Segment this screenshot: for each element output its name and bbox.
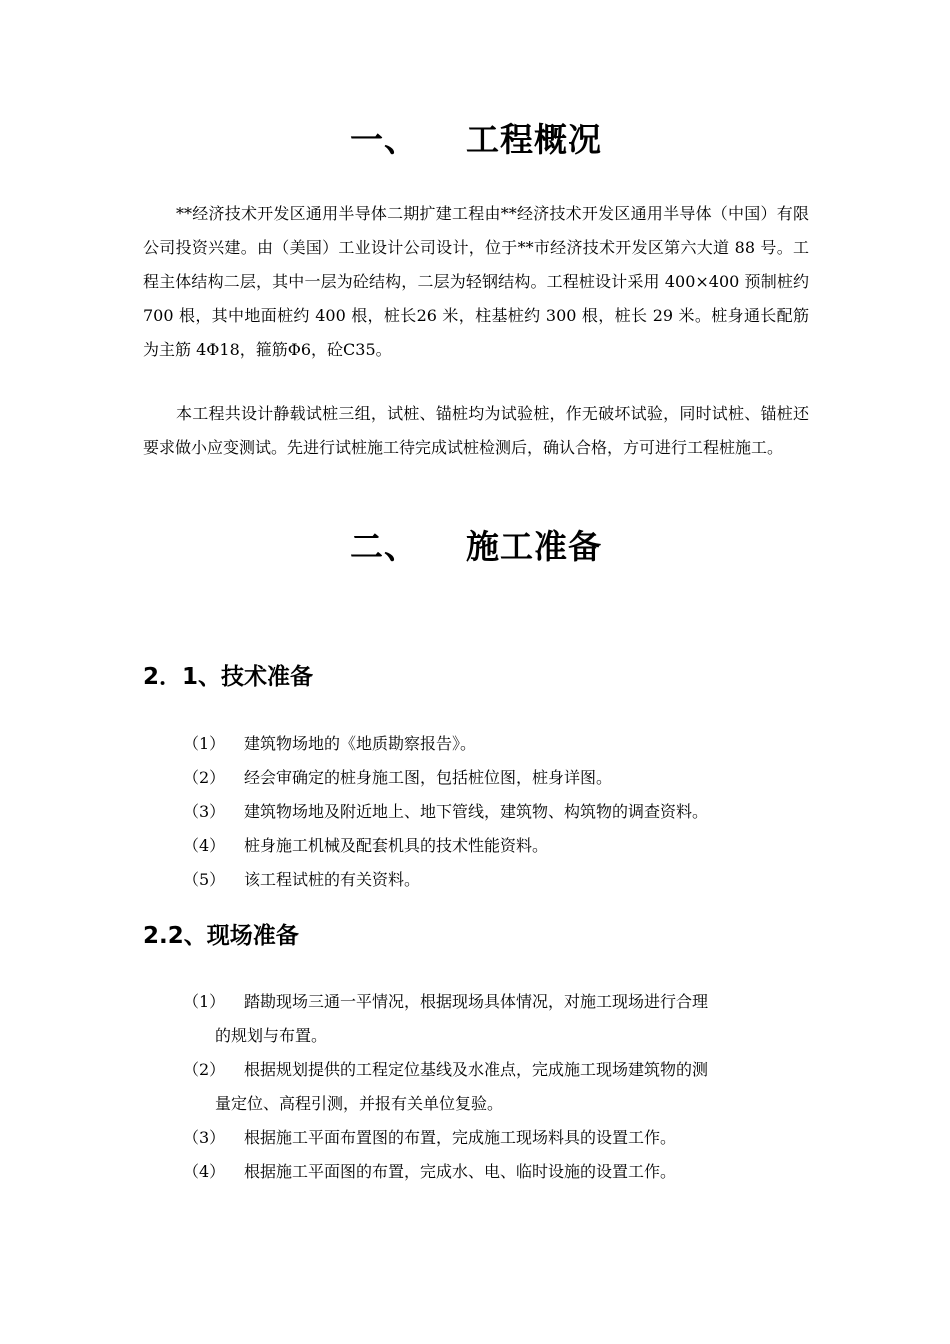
list-item-mark: （5） — [183, 870, 226, 889]
list-item-text: 根据规划提供的工程定位基线及水准点，完成施工现场建筑物的测 — [244, 1060, 709, 1079]
list-item-text: 经会审确定的桩身施工图，包括桩位图，桩身详图。 — [244, 768, 613, 787]
list-item-mark: （4） — [183, 836, 226, 855]
section1-paragraph-1: **经济技术开发区通用半导体二期扩建工程由**经济技术开发区通用半导体（中国）有限公司投资兴建。由（美国）工业设计公司设计，位于**市经济技术开发区第六大道 88 号。工程主体结构二层，其中一层为砼结构，二层为轻钢结构。工程桩设计采用 400×400 预制桩约 700 根，其中地面桩约 400 根，桩长26 米，柱基桩约 300 根，桩长 29 米。桩身通长配筋为主筋 4Φ18，箍筋Φ6，砼C35。 — [143, 204, 809, 359]
list-item-text-continued: 量定位、高程引测，并报有关单位复验。 — [215, 1094, 504, 1113]
list-item-text: 该工程试桩的有关资料。 — [244, 870, 421, 889]
list-item — [183, 1155, 809, 1189]
section1-heading — [143, 120, 809, 160]
list-item-text: 桩身施工机械及配套机具的技术性能资料。 — [244, 836, 549, 855]
section1-number: 一、 — [350, 120, 418, 159]
subsection-technical-prep-title: 2．1、技术准备 — [143, 664, 314, 690]
list-item — [183, 863, 809, 897]
list-item — [183, 985, 809, 1053]
list-item-mark: （1） — [183, 734, 226, 753]
list-item-mark: （3） — [183, 802, 226, 821]
section2-heading — [143, 527, 809, 567]
list-item-text: 建筑物场地的《地质勘察报告》。 — [244, 734, 477, 753]
list-item — [183, 795, 809, 829]
list-item-text-continued: 的规划与布置。 — [215, 1026, 328, 1045]
section2-number: 二、 — [350, 527, 418, 566]
list-item-text: 踏勘现场三通一平情况，根据现场具体情况，对施工现场进行合理 — [244, 992, 709, 1011]
list-item — [183, 1121, 809, 1155]
list-item-text: 根据施工平面图的布置，完成水、电、临时设施的设置工作。 — [244, 1162, 677, 1181]
list-item-mark: （1） — [183, 992, 226, 1011]
list-item-mark: （4） — [183, 1162, 226, 1181]
subsection-site-prep-title: 2.2、现场准备 — [143, 923, 299, 949]
list-item — [183, 1053, 809, 1121]
list-item — [183, 829, 809, 863]
list-item-text: 根据施工平面布置图的布置，完成施工现场料具的设置工作。 — [244, 1128, 677, 1147]
section2-title: 施工准备 — [466, 527, 602, 566]
list-item-mark: （2） — [183, 768, 226, 787]
list-item-text: 建筑物场地及附近地上、地下管线，建筑物、构筑物的调查资料。 — [244, 802, 709, 821]
list-item — [183, 727, 809, 761]
list-item-mark: （2） — [183, 1060, 226, 1079]
section1-paragraph-2: 本工程共设计静载试桩三组，试桩、锚桩均为试验桩，作无破坏试验，同时试桩、锚桩还要求做小应变测试。先进行试桩施工待完成试桩检测后，确认合格，方可进行工程桩施工。 — [143, 404, 809, 457]
section1-title: 工程概况 — [466, 120, 602, 159]
list-item — [183, 761, 809, 795]
list-item-mark: （3） — [183, 1128, 226, 1147]
